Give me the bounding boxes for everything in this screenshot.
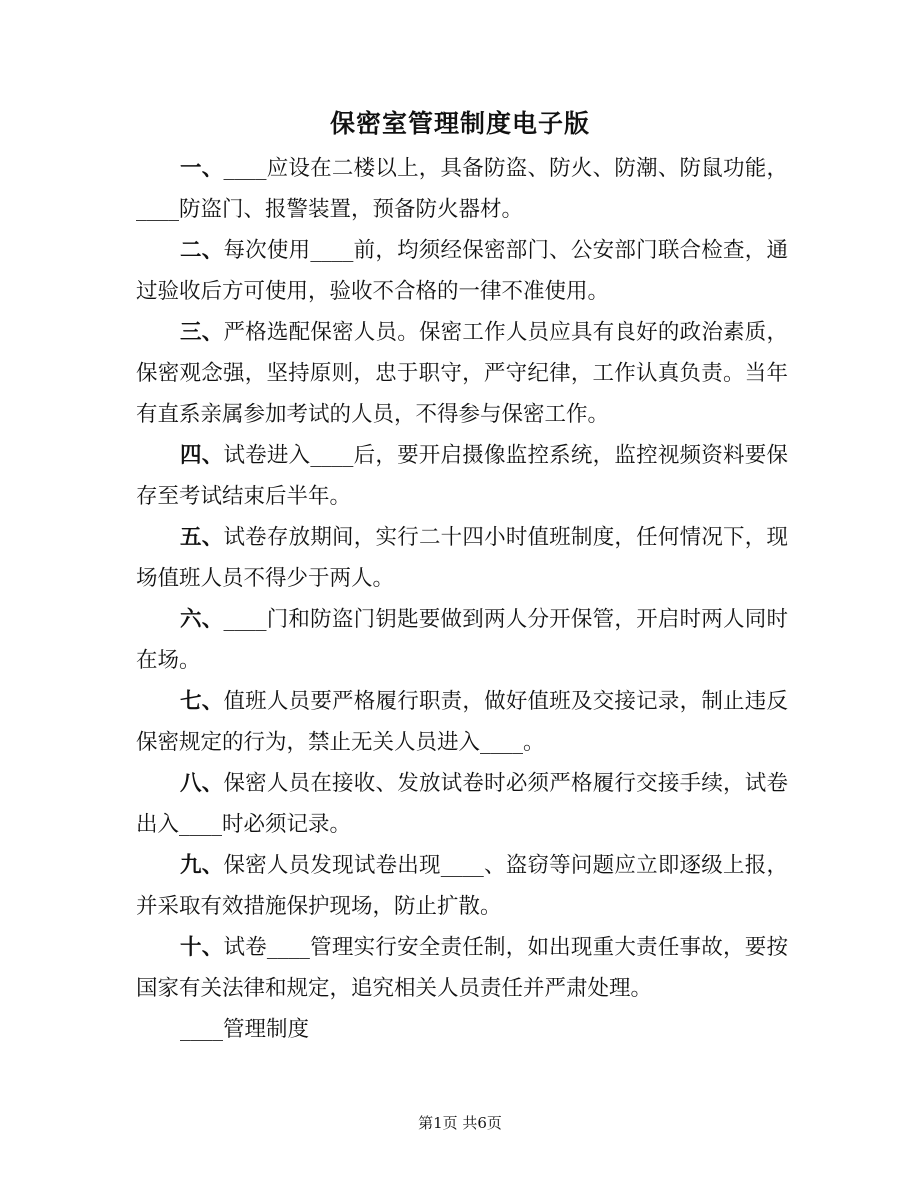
- paragraph-number: 九、: [180, 853, 224, 878]
- paragraph-number: 二、: [180, 238, 224, 263]
- paragraph-text: 试卷存放期间，实行二十四小时值班制度，任何情况下，现场值班人员不得少于两人。: [136, 525, 788, 591]
- paragraph-number: 五、: [180, 525, 224, 550]
- paragraph-6: [136, 599, 788, 681]
- paragraph-number: 一、: [180, 156, 224, 181]
- paragraph-5: [136, 517, 788, 599]
- paragraph-4: [136, 435, 788, 517]
- paragraph-text: ____门和防盗门钥匙要做到两人分开保管，开启时两人同时在场。: [136, 607, 788, 673]
- paragraph-number: 三、: [180, 320, 224, 345]
- paragraph-7: [136, 681, 788, 763]
- paragraph-number: 六、: [180, 607, 224, 632]
- paragraph-11: [136, 1009, 788, 1050]
- paragraph-text: 试卷进入____后，要开启摄像监控系统，监控视频资料要保存至考试结束后半年。: [136, 443, 788, 509]
- document-body: [136, 148, 788, 1050]
- paragraph-text: ____应设在二楼以上，具备防盗、防火、防潮、防鼠功能，____防盗门、报警装置，预备防火器材。: [136, 156, 788, 222]
- paragraph-number: 七、: [180, 689, 224, 714]
- paragraph-text: ____管理制度: [180, 1017, 310, 1042]
- page-footer: 第1页 共6页: [418, 1114, 502, 1132]
- paragraph-number: 八、: [180, 771, 224, 796]
- paragraph-2: [136, 230, 788, 312]
- paragraph-text: 试卷____管理实行安全责任制，如出现重大责任事故，要按国家有关法律和规定，追究相关人员责任并严肃处理。: [136, 935, 788, 1001]
- document-title: 保密室管理制度电子版: [329, 109, 590, 138]
- paragraph-8: [136, 763, 788, 845]
- paragraph-text: 值班人员要严格履行职责，做好值班及交接记录，制止违反保密规定的行为，禁止无关人员进入____。: [136, 689, 788, 755]
- paragraph-text: 严格选配保密人员。保密工作人员应具有良好的政治素质，保密观念强，坚持原则，忠于职守，严守纪律，工作认真负责。当年有直系亲属参加考试的人员，不得参与保密工作。: [136, 320, 788, 427]
- paragraph-text: 保密人员在接收、发放试卷时必须严格履行交接手续，试卷出入____时必须记录。: [136, 771, 788, 837]
- paragraph-text: 每次使用____前，均须经保密部门、公安部门联合检查，通过验收后方可使用，验收不合格的一律不准使用。: [136, 238, 788, 304]
- paragraph-3: [136, 312, 788, 435]
- paragraph-number: 四、: [180, 443, 224, 468]
- paragraph-10: [136, 927, 788, 1009]
- paragraph-number: 十、: [180, 935, 224, 960]
- paragraph-9: [136, 845, 788, 927]
- paragraph-text: 保密人员发现试卷出现____、盗窃等问题应立即逐级上报，并采取有效措施保护现场，防止扩散。: [136, 853, 788, 919]
- paragraph-1: [136, 148, 788, 230]
